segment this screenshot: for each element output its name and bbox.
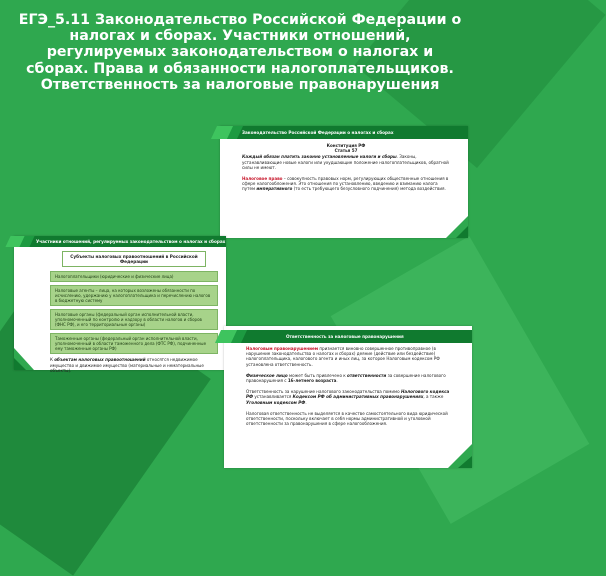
heading-article: Статья 57	[334, 148, 358, 154]
paragraph	[242, 154, 450, 170]
body-text: , а также	[423, 394, 444, 400]
slide-card-participants	[14, 236, 226, 373]
subject-box: Налоговые органы (федеральный орган исполнительной власти, уполномоченный по контролю и надзору в области налогов и сборов (ФНС РФ), и его территориальные органы)	[50, 309, 218, 330]
paragraph	[50, 357, 218, 373]
paragraph	[246, 373, 456, 383]
card-header	[220, 126, 468, 139]
card-header-title: Ответственность за налоговые правонарушения	[286, 334, 404, 339]
body-text: (то есть требующего безусловного подчинения) метода воздействия.	[292, 186, 446, 192]
emphasis-text: императивного	[256, 186, 293, 192]
body-text: – совокупность правовых норм, регулирующих общественные отношения в сфере налогообложения. Это отношения по установлению, введению и взиманию налога путем	[242, 176, 449, 192]
emphasis-text: Физическое лицо	[246, 372, 288, 378]
term-text: Налоговое право	[242, 176, 283, 182]
subject-box: Налоговые агенты – лица, на которых возложены обязанности по исчислению, удержанию у налогоплательщика и перечислению налогов в бюджетную систему	[50, 285, 218, 306]
slide-card-legislation	[220, 126, 468, 238]
emphasis-text: Каждый обязан платить законно установленные налоги и сборы	[242, 154, 397, 160]
card-body	[50, 251, 218, 373]
card-body	[246, 346, 456, 432]
body-text: .	[305, 399, 307, 405]
card-body	[242, 143, 450, 198]
page-title: ЕГЭ_5.11 Законодательство Российской Федерации о налогах и сборах. Участники отношений, регулируемых законодательством о налогах и сборах. Права и обязанности налогоплательщиков. Ответственность за налоговые правонарушения	[18, 12, 462, 93]
paragraph	[246, 389, 456, 405]
paragraph	[242, 176, 450, 192]
card-header-title: Участники отношений, регулируемых законодательством о налогах и сборах	[36, 239, 226, 244]
emphasis-text: объектам налоговых правоотношений	[54, 357, 146, 363]
subject-box: Таможенные органы (федеральный орган исполнительной власти, уполномоченный в области таможенного дела (ФТС РФ), подчиненные ему таможенные органы РФ)	[50, 333, 218, 354]
emphasis-text: Налогового кодекса РФ	[246, 389, 450, 400]
body-text: К	[50, 357, 55, 363]
emphasis-text: ответственности	[347, 372, 387, 378]
card-header	[224, 330, 472, 343]
body-text: устанавливается	[253, 394, 293, 400]
term-text: Налоговым правонарушением	[246, 346, 319, 351]
subjects-title: Субъекты налоговых правоотношений в Российской Федерации	[62, 251, 206, 267]
body-text: признается виновно совершенное противоправное (в нарушение законодательства о налогах и сборах) деяние (действие или бездействие) налогоплательщика, налогового агента и иных лиц, за которое Налоговым кодексом РФ установлена ответственность.	[246, 346, 440, 367]
emphasis-text: Уголовным кодексом РФ	[246, 399, 306, 405]
slide-card-responsibility	[224, 326, 472, 468]
body-text: .	[336, 378, 338, 384]
corner-decoration	[438, 216, 468, 238]
corner-decoration	[442, 444, 472, 468]
body-text: относятся недвижимое имущество и движимое имущество (материальные и нематериальные объекты).	[50, 357, 204, 373]
body-text: за совершение налогового правонарушения с	[246, 372, 446, 384]
paragraph	[246, 346, 456, 367]
paragraph: Налоговая ответственность не выделяется в качестве самостоятельного вида юридической ответственности, поскольку включает в себя нормы административной и уголовной ответственности за правонарушения в сфере налогообложения.	[246, 410, 448, 427]
body-text: может быть привлечено к	[287, 372, 348, 378]
body-text: Ответственность за нарушение налогового законодательства помимо	[246, 389, 401, 395]
emphasis-text: 16-летнего возраста	[287, 378, 337, 384]
card-header-title: Законодательство Российской Федерации о налогах и сборах	[242, 130, 394, 135]
heading-constitution: Конституция РФ	[326, 143, 366, 148]
subject-box: Налогоплательщики (юридические и физические лица)	[50, 271, 218, 282]
corner-decoration	[14, 348, 40, 370]
card-header	[14, 236, 226, 247]
body-text: . Законы, устанавливающие новые налоги или ухудшающие положение налогоплательщиков, обратной силы не имеют.	[242, 154, 449, 170]
emphasis-text: Кодексом РФ об административных правонарушениях	[292, 394, 424, 400]
